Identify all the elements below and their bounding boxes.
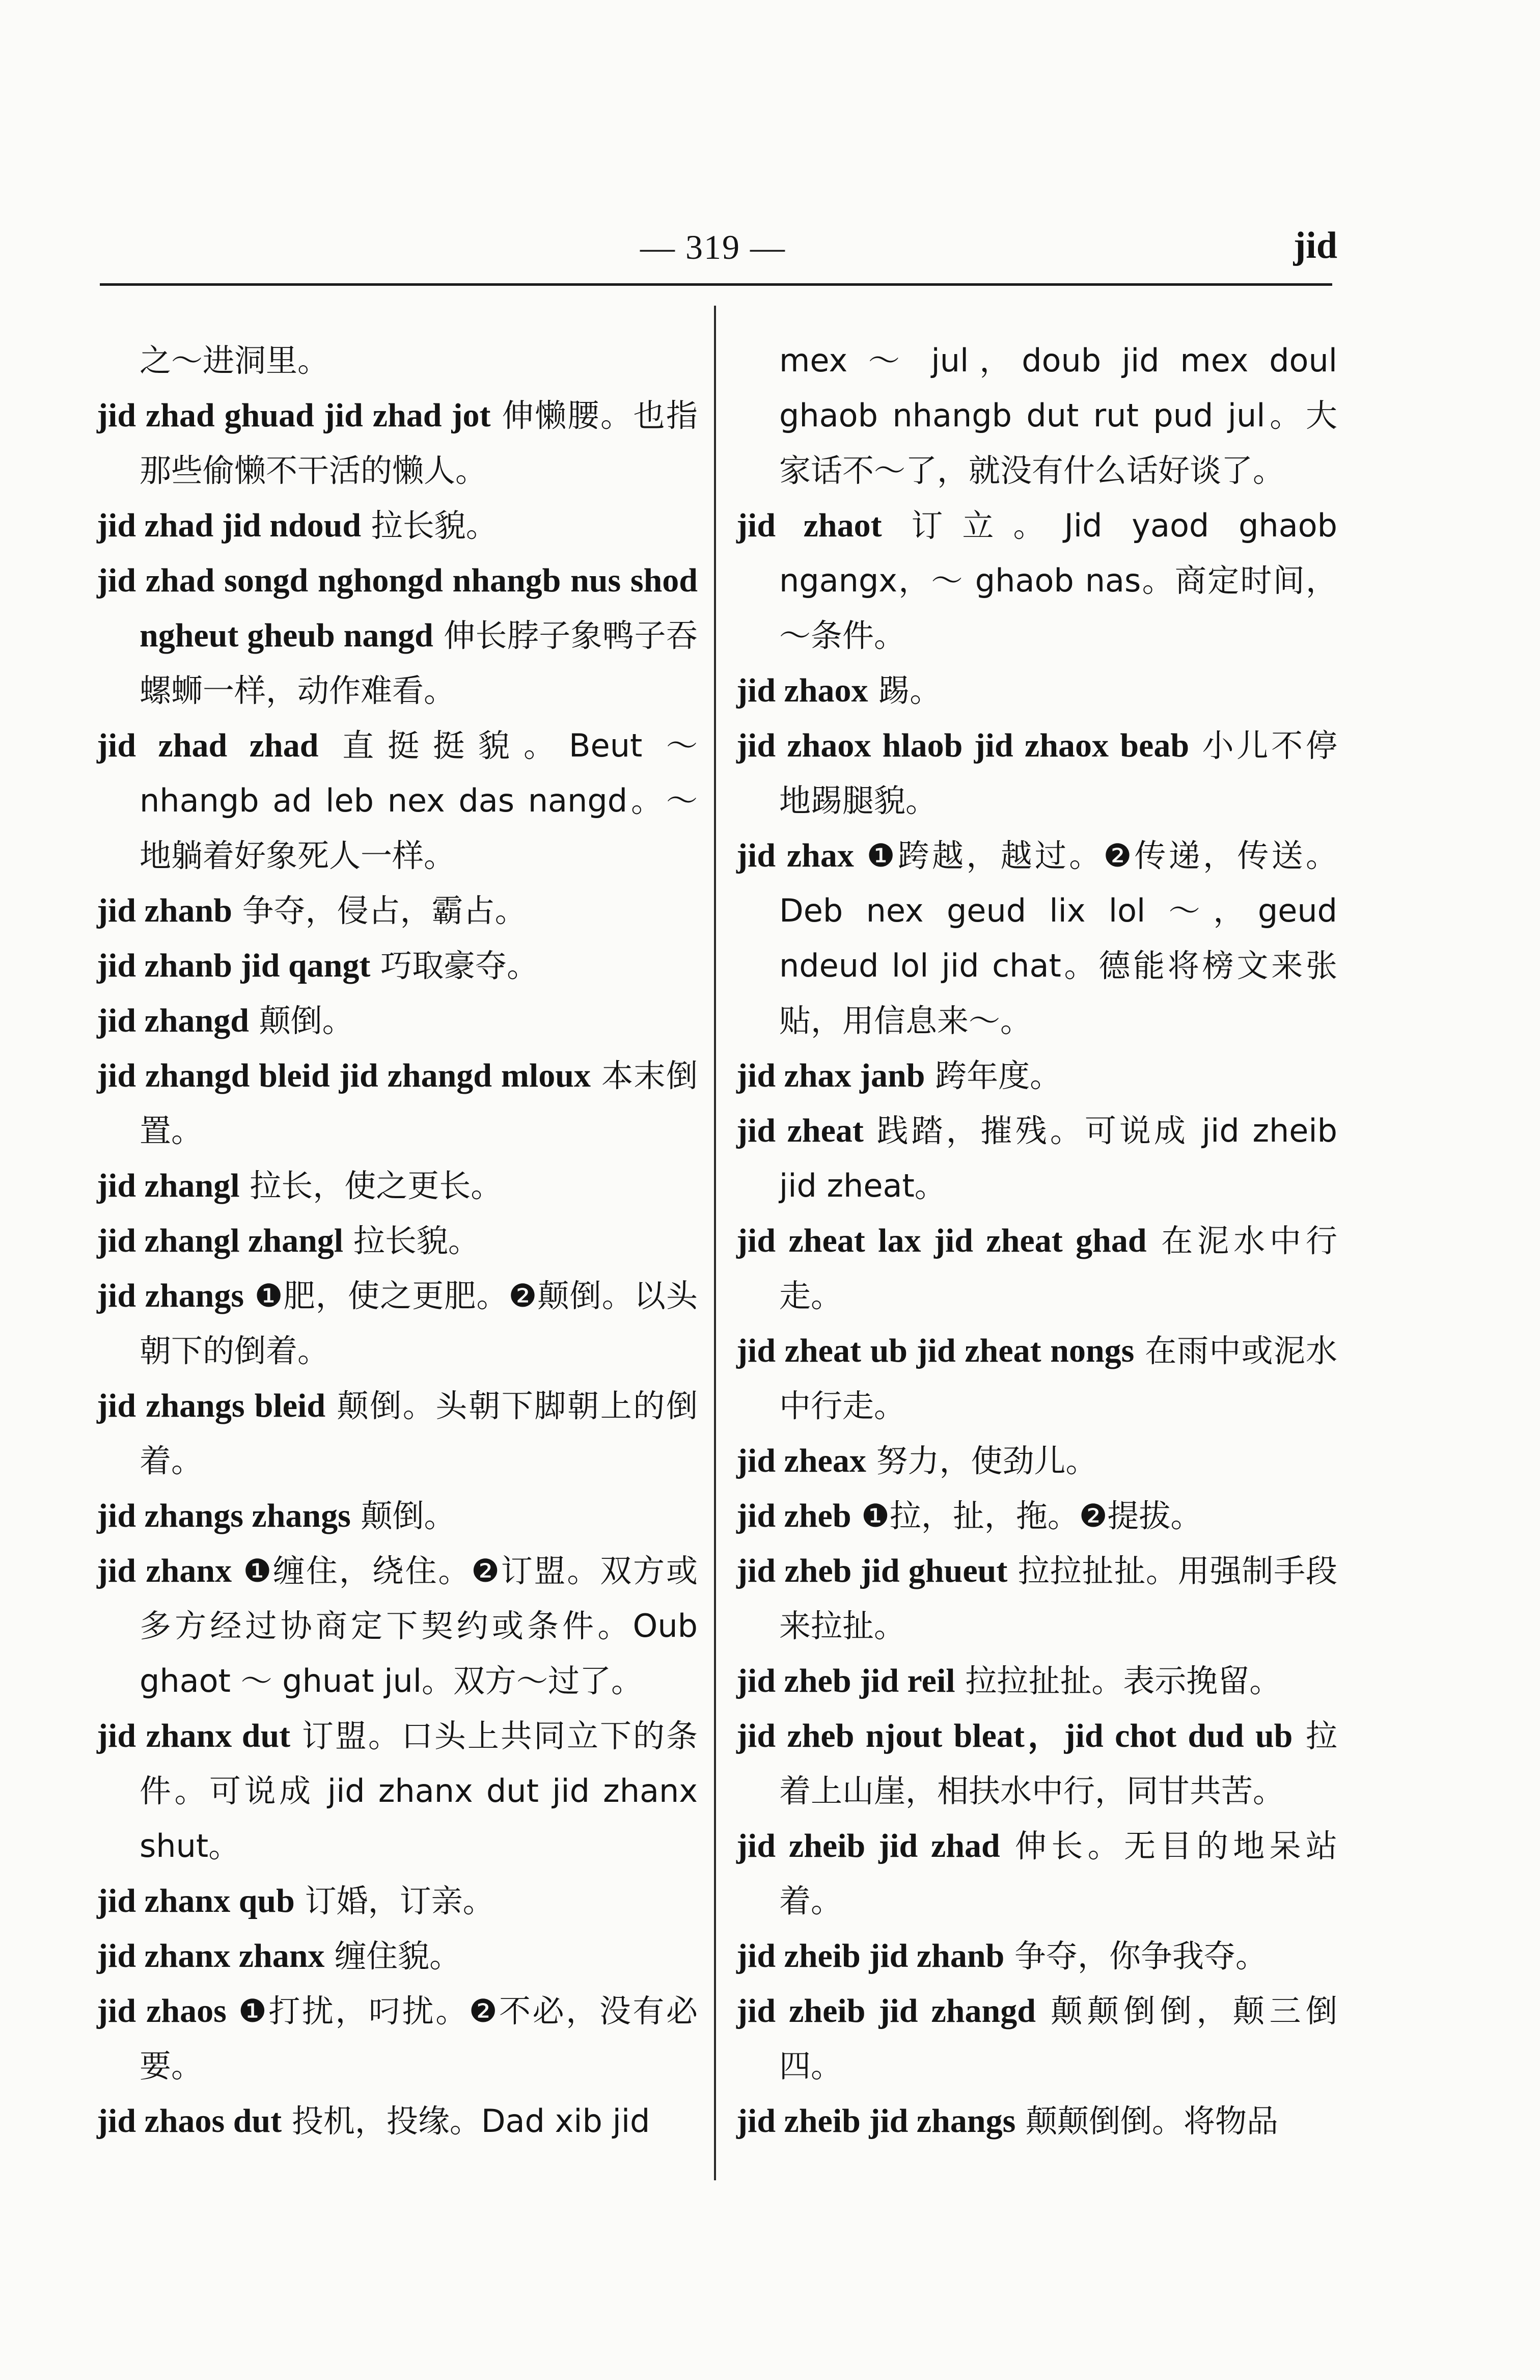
entry-headword: jid zheb jid ghueut [736,1552,1008,1589]
dictionary-entry [97,1544,698,1709]
dictionary-entry [736,498,1337,663]
dictionary-entry [736,1654,1337,1709]
entry-headword: jid zheb jid reil [736,1662,955,1699]
entry-definition: 颠倒。头朝下脚朝上的倒着。 [140,1387,698,1479]
entry-headword: jid zheib jid zhanb [736,1937,1005,1975]
entry-headword: jid zhangd [97,1002,249,1039]
entry-definition: 努力，使劲儿。 [866,1442,1097,1479]
entry-definition: 拉拉扯扯。表示挽留。 [955,1662,1281,1699]
entry-definition: 颠倒。 [249,1002,354,1039]
entry-definition: 拉拉扯扯。用强制手段来拉扯。 [779,1552,1337,1644]
entry-headword: jid zhaox hlaob jid zhaox beab [736,727,1190,764]
entry-headword: jid zhangs bleid [97,1387,326,1424]
entry-definition: 踢。 [868,672,942,709]
entry-definition: 投机，投缘。Dad xib jid [282,2102,650,2140]
dictionary-entry [97,333,698,388]
entry-headword: jid zhangs zhangs [97,1497,351,1534]
entry-definition: ❶打扰，叼扰。❷不必，没有必要。 [140,1992,698,2085]
entry-headword: jid zhanx qub [97,1882,295,1919]
entry-definition: 订婚，订亲。 [294,1882,494,1919]
page-number: — 319 — [640,228,786,266]
dictionary-entry [736,1709,1337,1819]
dictionary-entry [97,1268,698,1378]
entry-headword: jid zheat lax jid zheat ghad [736,1222,1147,1259]
dictionary-entry [97,1489,698,1544]
running-head: jid [1293,225,1337,266]
entry-headword: jid zheib jid zhad [736,1827,1000,1864]
dictionary-entry [97,883,698,938]
entry-headword: jid zhad ghuad jid zhad jot [97,397,491,434]
entry-definition: 颠颠倒倒。将物品 [1015,2102,1278,2140]
dictionary-entry [736,333,1337,498]
left-column [97,333,698,2149]
dictionary-entry [736,718,1337,828]
entry-headword: jid zhax janb [736,1057,925,1094]
entry-headword: jid zhanx zhanx [97,1937,325,1975]
entry-definition: 巧取豪夺。 [370,947,539,984]
entry-headword: jid zhad songd nghongd nhangb nus shod ngheut gheub nangd [97,562,698,654]
entry-headword: jid zhanb jid qangt [97,947,371,984]
entry-definition: 拉着上山崖，相扶水中行，同甘共苦。 [779,1717,1337,1809]
dictionary-entry [736,1489,1337,1544]
entry-headword: jid zhanx dut [97,1717,291,1754]
entry-headword: jid zheb njout bleat，jid chot dud ub [736,1717,1293,1754]
entry-headword: jid zhaox [736,672,868,709]
dictionary-entry [736,1103,1337,1213]
entry-definition: 小儿不停地踢腿貌。 [779,727,1337,819]
entry-definition: 订盟。口头上共同立下的条件。可说成 jid zhanx dut jid zhanx shut。 [140,1717,698,1864]
dictionary-entry [736,828,1337,1048]
entry-definition: 跨年度。 [925,1057,1062,1094]
dictionary-entry [97,553,698,718]
entry-definition: 争夺，你争我夺。 [1004,1937,1268,1975]
entry-definition: 本末倒置。 [140,1057,698,1149]
dictionary-entry [97,498,698,553]
entry-definition: 直挺挺貌。Beut ～ nhangb ad leb nex das nangd。～地躺着好象死人一样。 [140,727,698,874]
entry-headword: jid zhad jid ndoud [97,507,362,544]
dictionary-entry [736,2094,1337,2149]
entry-definition: 争夺，侵占，霸占。 [232,892,527,929]
dictionary-entry [97,1929,698,1984]
entry-headword: jid zheb [736,1497,851,1534]
entry-headword: jid zheat ub jid zheat nongs [736,1332,1135,1369]
dictionary-entry [97,1709,698,1874]
dictionary-entry [736,1048,1337,1103]
dictionary-entry [736,1323,1337,1434]
entry-definition: ❶缠住，绕住。❷订盟。双方或多方经过协商定下契约或条件。Oub ghaot ～ ghuat jul。双方～过了。 [140,1552,698,1699]
dictionary-entry [97,1158,698,1213]
dictionary-entry [97,993,698,1048]
dictionary-entry [97,388,698,498]
entry-definition: 颠倒。 [350,1497,456,1534]
dictionary-entry [97,718,698,883]
entry-headword: jid zheib jid zhangs [736,2102,1016,2140]
entry-definition: ❶跨越，越过。❷传递，传送。Deb nex geud lix lol ～，geud ndeud lol jid chat。德能将榜文来张贴，用信息来～。 [779,837,1337,1039]
entry-headword: jid zheib jid zhangd [736,1992,1036,2030]
dictionary-entry [97,1874,698,1929]
dictionary-entry [736,1213,1337,1323]
entry-headword: jid zhanx [97,1552,232,1589]
dictionary-entry [97,1213,698,1268]
right-column [736,333,1337,2149]
dictionary-entry [736,1434,1337,1489]
entry-definition: 拉长貌。 [343,1222,480,1259]
dictionary-entry [736,1984,1337,2094]
entry-definition: 之～进洞里。 [140,342,329,379]
dictionary-entry [736,1819,1337,1929]
entry-headword: jid zhaos [97,1992,227,2030]
entry-definition: 拉长貌。 [361,507,498,544]
entry-headword: jid zhangl [97,1167,240,1204]
dictionary-entry [97,1048,698,1158]
dictionary-entry [736,663,1337,718]
entry-headword: jid zhaot [736,507,882,544]
entry-headword: jid zhaos dut [97,2102,282,2140]
entry-definition: 伸长。无目的地呆站着。 [779,1827,1337,1919]
entry-definition: 在泥水中行走。 [779,1222,1337,1314]
dictionary-entry [97,2094,698,2149]
dictionary-entry [97,938,698,993]
entry-headword: jid zhad zhad [97,727,319,764]
entry-definition: 在雨中或泥水中行走。 [779,1332,1337,1424]
dictionary-entry [97,1378,698,1489]
entry-headword: jid zheat [736,1112,864,1149]
entry-definition: 拉长，使之更长。 [239,1167,503,1204]
entry-definition: 订立。Jid yaod ghaob ngangx，～ ghaob nas。商定时间，～条件。 [779,507,1337,654]
entry-definition: mex ～ jul，doub jid mex doul ghaob nhangb dut rut pud jul。大家话不～了，就没有什么话好谈了。 [779,342,1337,489]
entry-definition: 伸长脖子象鸭子吞螺蛳一样，动作难看。 [140,617,698,709]
header-rule [100,283,1332,286]
dictionary-entry [736,1544,1337,1654]
entry-definition: 践踏，摧残。可说成 jid zheib jid zheat。 [779,1112,1338,1204]
entry-definition: 颠颠倒倒，颠三倒四。 [779,1992,1337,2085]
entry-headword: jid zhangd bleid jid zhangd mloux [97,1057,591,1094]
entry-definition: 缠住貌。 [324,1937,461,1975]
dictionary-entry [97,1984,698,2094]
entry-headword: jid zhangl zhangl [97,1222,344,1259]
column-divider [714,306,716,2180]
entry-definition: 伸懒腰。也指那些偷懒不干活的懒人。 [140,397,698,489]
entry-headword: jid zhangs [97,1277,244,1314]
dictionary-entry [736,1929,1337,1984]
entry-definition: ❶肥，使之更肥。❷颠倒。以头朝下的倒着。 [140,1277,698,1369]
entry-headword: jid zhax [736,837,854,874]
entry-headword: jid zheax [736,1442,866,1479]
entry-headword: jid zhanb [97,892,232,929]
entry-definition: ❶拉，扯，拖。❷提拔。 [851,1497,1202,1534]
